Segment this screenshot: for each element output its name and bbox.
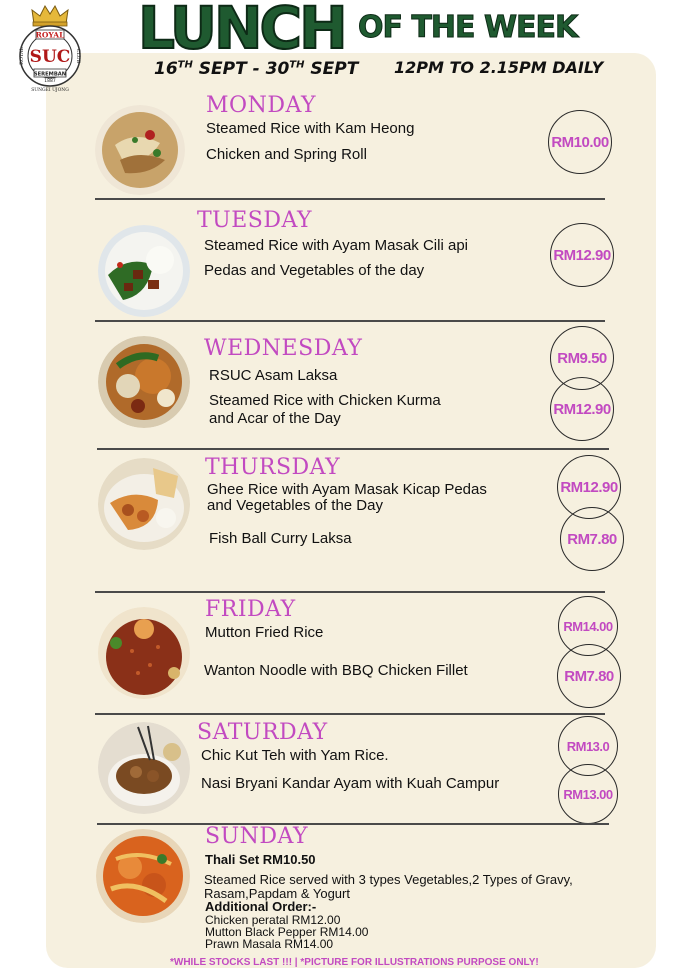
- wednesday-price-badge-2: RM12.90: [550, 377, 614, 441]
- tuesday-dish-image: [98, 225, 190, 317]
- sunday-additional-item: Chicken peratal RM12.00: [205, 913, 341, 927]
- thursday-item1-line2: and Vegetables of the Day: [207, 497, 383, 514]
- saturday-item1: Chic Kut Teh with Yam Rice.: [201, 747, 389, 764]
- thursday-dish-image: [98, 458, 190, 550]
- saturday-price-badge-1: RM13.0: [558, 716, 618, 776]
- day-heading-monday: MONDAY: [206, 93, 316, 118]
- day-heading-tuesday: TUESDAY: [197, 208, 313, 233]
- friday-item2: Wanton Noodle with BBQ Chicken Fillet: [204, 662, 468, 679]
- monday-item-line1: Steamed Rice with Kam Heong: [206, 120, 415, 137]
- svg-text:1887: 1887: [44, 79, 56, 84]
- monday-price-badge: RM10.00: [548, 110, 612, 174]
- wednesday-price-badge-1: RM9.50: [550, 326, 614, 390]
- tuesday-price-badge: RM12.90: [550, 223, 614, 287]
- day-heading-saturday: SATURDAY: [197, 720, 328, 745]
- divider: [95, 591, 605, 593]
- wednesday-dish-image: [98, 336, 190, 428]
- thursday-price-badge-1: RM12.90: [557, 455, 621, 519]
- thursday-price-badge-2: RM7.80: [560, 507, 624, 571]
- sunday-desc-line2: Rasam,Papdam & Yogurt: [204, 886, 350, 901]
- divider: [97, 823, 609, 825]
- day-heading-wednesday: WEDNESDAY: [204, 336, 363, 361]
- svg-text:SEREMBAN: SEREMBAN: [33, 71, 67, 78]
- title-lunch: LUNCH: [138, 0, 345, 62]
- monday-item-line2: Chicken and Spring Roll: [206, 146, 367, 163]
- footer-disclaimer: *WHILE STOCKS LAST !!! | *PICTURE FOR ILLUSTRATIONS PURPOSE ONLY!: [170, 957, 539, 968]
- saturday-price-badge-2: RM13.00: [558, 764, 618, 824]
- svg-text:ROYAL: ROYAL: [19, 47, 25, 65]
- sunday-additional-title: Additional Order:-: [205, 899, 317, 914]
- divider: [97, 448, 609, 450]
- sunday-dish-image: [96, 829, 190, 923]
- serving-hours: 12PM TO 2.15PM DAILY: [394, 58, 604, 77]
- svg-text:SUC: SUC: [29, 47, 71, 67]
- friday-price-badge-1: RM14.00: [558, 596, 618, 656]
- divider: [95, 198, 605, 200]
- wednesday-item2-line1: Steamed Rice with Chicken Kurma: [209, 392, 441, 409]
- thursday-item2: Fish Ball Curry Laksa: [209, 530, 352, 547]
- title-of-the-week: OF THE WEEK: [358, 10, 578, 45]
- wednesday-item1: RSUC Asam Laksa: [209, 367, 338, 384]
- saturday-item2: Nasi Bryani Kandar Ayam with Kuah Campur: [201, 775, 500, 792]
- day-heading-sunday: SUNDAY: [205, 824, 309, 849]
- wednesday-item2-line2: and Acar of the Day: [209, 410, 341, 427]
- day-heading-friday: FRIDAY: [205, 597, 296, 622]
- tuesday-item-line2: Pedas and Vegetables of the day: [204, 262, 425, 279]
- tuesday-item-line1: Steamed Rice with Ayam Masak Cili api: [204, 237, 468, 254]
- friday-price-badge-2: RM7.80: [557, 644, 621, 708]
- friday-item1: Mutton Fried Rice: [205, 624, 324, 641]
- monday-dish-image: [95, 105, 185, 195]
- svg-text:ROYAL: ROYAL: [35, 30, 65, 40]
- club-logo: [16, 2, 84, 94]
- sunday-desc-line1: Steamed Rice served with 3 types Vegetables,2 Types of Gravy,: [204, 872, 573, 887]
- thursday-item1-line1: Ghee Rice with Ayam Masak Kicap Pedas: [207, 481, 487, 498]
- sunday-set-title: Thali Set RM10.50: [205, 852, 316, 867]
- divider: [95, 320, 605, 322]
- date-range: 16TH SEPT - 30TH SEPT: [154, 59, 359, 79]
- sunday-additional-item: Prawn Masala RM14.00: [205, 937, 334, 951]
- saturday-dish-image: [98, 722, 190, 814]
- day-heading-thursday: THURSDAY: [205, 455, 341, 480]
- svg-text:CLUB: CLUB: [75, 48, 81, 64]
- divider: [95, 713, 605, 715]
- friday-dish-image: [98, 607, 190, 699]
- svg-text:SUNGEI UJONG: SUNGEI UJONG: [31, 88, 69, 93]
- sunday-additional-item: Mutton Black Pepper RM14.00: [205, 925, 369, 939]
